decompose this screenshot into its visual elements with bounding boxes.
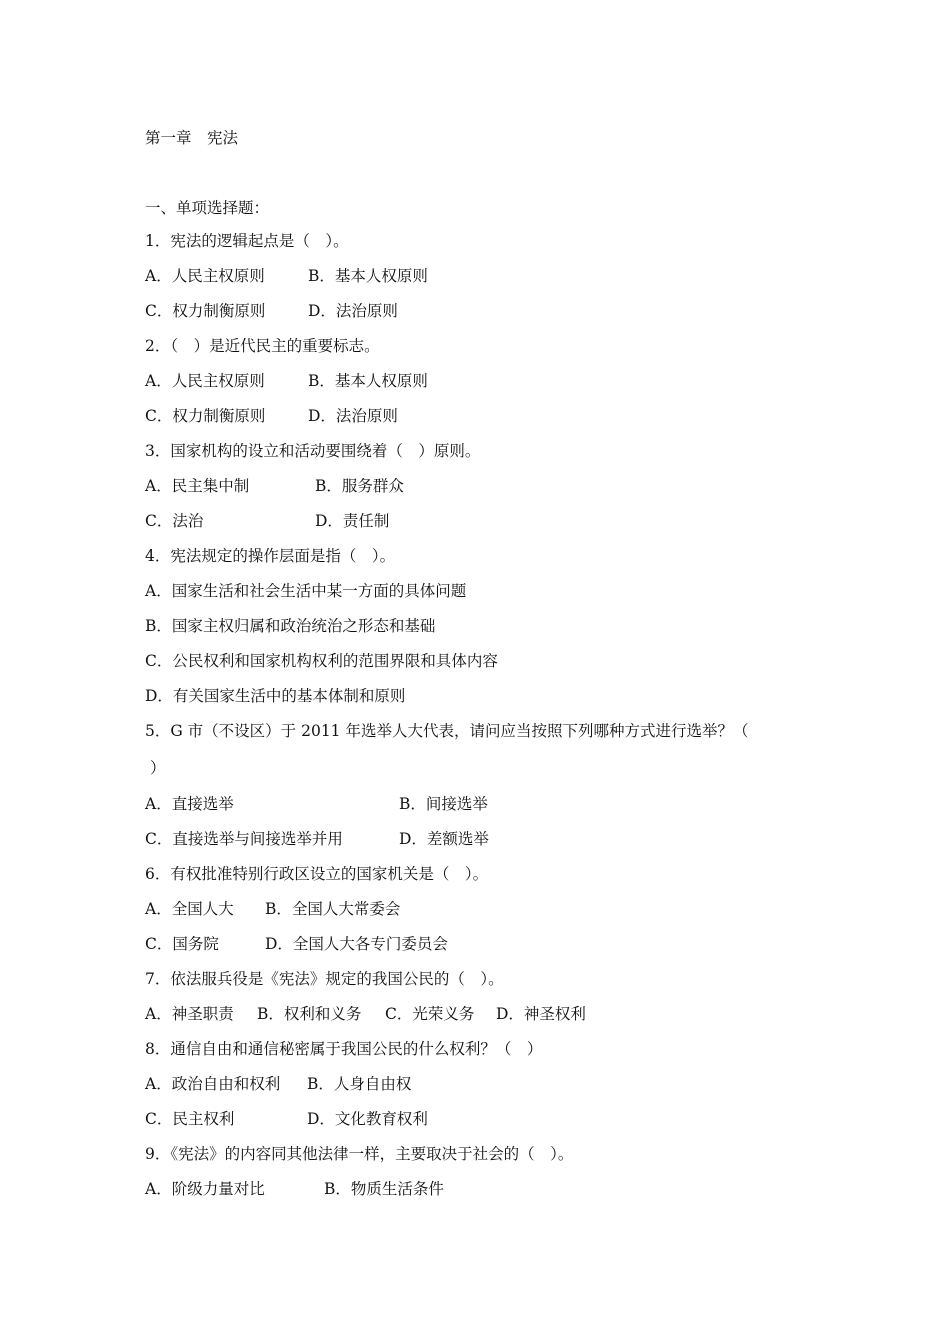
option: A．直接选举 [145,795,234,813]
option: B．基本人权原则 [308,267,428,285]
option: B．权利和义务 [257,1005,362,1023]
question-stem: 3．国家机构的设立和活动要围绕着（ ）原则。 [145,442,481,460]
option-row [145,899,400,919]
option-row [145,934,448,954]
question-stem: 7．依法服兵役是《宪法》规定的我国公民的（ ）。 [145,970,504,988]
option-row [145,476,404,496]
option-row [145,1109,428,1129]
chapter-title: 第一章 宪法 [145,129,239,147]
option: C．光荣义务 [385,1005,475,1023]
option: A．人民主权原则 [145,372,265,390]
option: A．阶级力量对比 [145,1180,265,1198]
option: D．有关国家生活中的基本体制和原则 [145,687,406,705]
option-row [145,1004,586,1024]
option: B．服务群众 [315,477,404,495]
question-stem: 8．通信自由和通信秘密属于我国公民的什么权利？（ ） [145,1040,543,1058]
option: A．国家生活和社会生活中某一方面的具体问题 [145,582,467,600]
option-row [145,371,428,391]
option: B．基本人权原则 [308,372,428,390]
option: A．人民主权原则 [145,267,265,285]
option: B．国家主权归属和政治统治之形态和基础 [145,617,436,635]
option: D．法治原则 [308,407,398,425]
option-row [145,794,488,814]
option-row [145,406,398,426]
question-stem: 4．宪法规定的操作层面是指（ ）。 [145,547,396,565]
option-row [145,1074,411,1094]
question-stem: 6．有权批准特别行政区设立的国家机关是（ ）。 [145,865,489,883]
option: D．全国人大各专门委员会 [265,935,448,953]
option: B．全国人大常委会 [265,900,401,918]
option: D．法治原则 [308,302,398,320]
option: C．公民权利和国家机构权利的范围界限和具体内容 [145,652,498,670]
option: C．民主权利 [145,1110,235,1128]
option-row [145,511,389,531]
option: B．人身自由权 [307,1075,412,1093]
question-stem: 2．（ ）是近代民主的重要标志。 [145,337,380,355]
option: B．间接选举 [399,795,488,813]
question-stem-continuation: ） [150,759,166,777]
option-row [145,301,398,321]
option: C．直接选举与间接选举并用 [145,830,343,848]
option-row [145,829,489,849]
option: A．民主集中制 [145,477,250,495]
question-stem: 5．G 市（不设区）于 2011 年选举人大代表，请问应当按照下列哪种方式进行选举？（ [145,722,749,740]
option: C．权力制衡原则 [145,407,266,425]
option: C．权力制衡原则 [145,302,266,320]
option-row [145,1179,444,1199]
option: A．神圣职责 [145,1005,234,1023]
option: D．文化教育权利 [307,1110,428,1128]
option-row [145,266,428,286]
section-title: 一、单项选择题： [145,199,270,217]
option: B．物质生活条件 [324,1180,444,1198]
option: D．责任制 [315,512,390,530]
option: D．差额选举 [399,830,489,848]
option: A．全国人大 [145,900,234,918]
question-stem: 9．《宪法》的内容同其他法律一样，主要取决于社会的（ ）。 [145,1145,574,1163]
question-stem: 1．宪法的逻辑起点是（ ）。 [145,232,349,250]
option: C．法治 [145,512,204,530]
option: D．神圣权利 [496,1005,586,1023]
option: C．国务院 [145,935,219,953]
option: A．政治自由和权利 [145,1075,281,1093]
